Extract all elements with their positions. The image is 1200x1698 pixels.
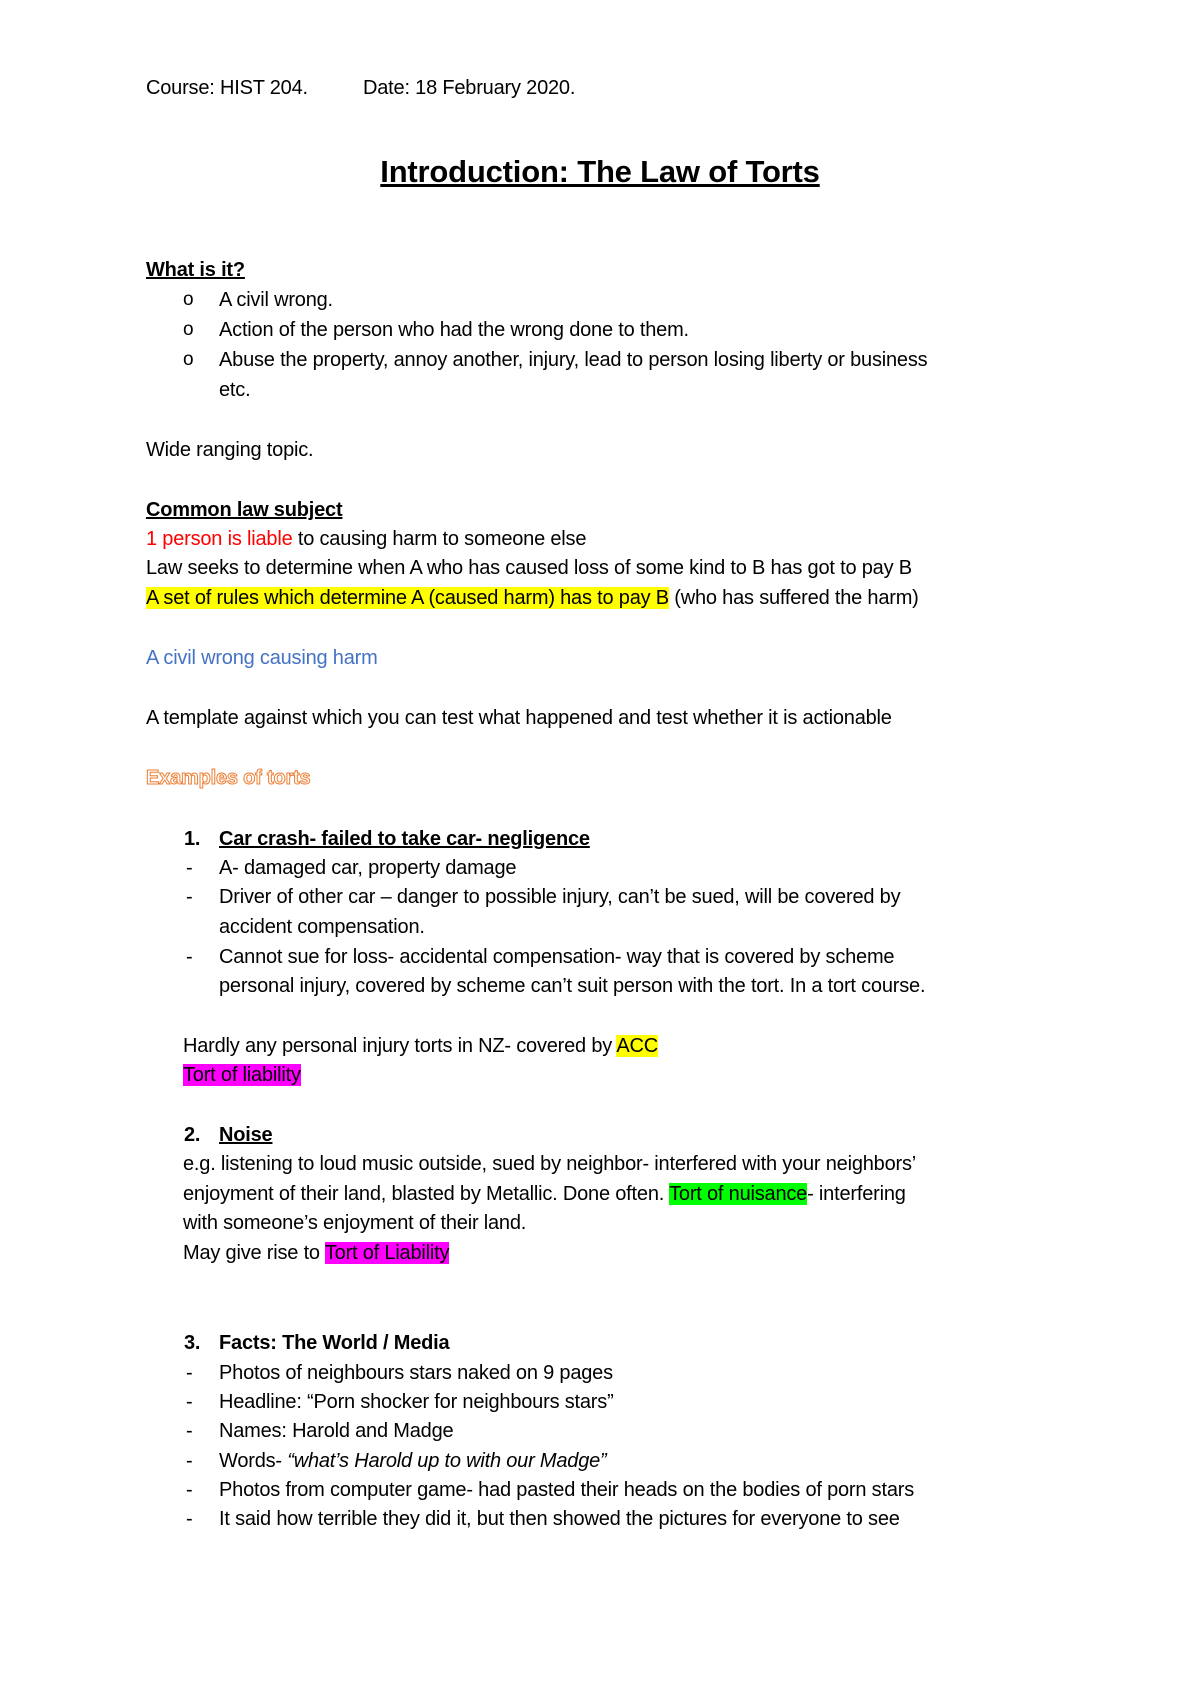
- list-item-continuation: etc.: [219, 379, 251, 401]
- what-is-it-heading: What is it?: [146, 259, 245, 281]
- example-2-line-2: enjoyment of their land, blasted by Metallic. Done often. Tort of nuisance- interfering: [183, 1183, 906, 1205]
- example-3-number: 3.: [184, 1332, 201, 1354]
- dash-bullet-icon: -: [186, 946, 193, 968]
- common-law-line-2: Law seeks to determine when A who has caused loss of some kind to B has got to pay B: [146, 557, 912, 579]
- examples-heading: Examples of torts: [146, 767, 311, 789]
- course-label: Course: HIST 204.: [146, 77, 308, 99]
- dash-bullet-icon: -: [186, 886, 193, 908]
- example-1-heading: Car crash- failed to take car- negligence: [219, 828, 590, 850]
- bullet-o-icon: o: [183, 289, 194, 310]
- example-3-heading: Facts: The World / Media: [219, 1332, 450, 1354]
- list-item-continuation: accident compensation.: [219, 916, 425, 938]
- highlight-magenta: Tort of Liability: [324, 1242, 450, 1264]
- example-2-line-3: with someone’s enjoyment of their land.: [183, 1212, 527, 1234]
- dash-bullet-icon: -: [186, 1508, 193, 1530]
- example-2-heading: Noise: [219, 1124, 273, 1146]
- document-page: Course: HIST 204. Date: 18 February 2020. Introduction: The Law of Torts What is it? o A civil wrong. o Action of the person who had the wrong done to them. o Abuse the property, annoy another, injury, lead to person losing liberty or business etc. Wide ranging topic. Common law subject 1 person is liable to causing harm to someone else Law seeks to determine when A who has caused loss of some kind to B has got to pay B A set of rules which determine A (caused harm) has to pay B (who has suffered the harm) A civil wrong causing harm A template against which you can test what happened and test whether it is actionable Examples of torts 1. Car crash- failed to take car- negligence - A- damaged car, property damage - Driver of other car – danger to possible injury, can’t be sued, will be covered by accident compensation. - Cannot sue for loss- accidental compensation- way that is covered by scheme personal injury, covered by scheme can’t suit person with the tort. In a tort course. Hardly any personal injury torts in NZ- covered by ACC Tort of liability 2. Noise e.g. listening to loud music outside, sued by neighbor- interfered with your neighbors’ enjoyment of their land, blasted by Metallic. Done often. Tort of nuisance- interfering with someone’s enjoyment of their land. May give rise to Tort of Liability 3. Facts: The World / Media - Photos of neighbours stars naked on 9 pages - Headline: “Porn shocker for neighbours stars” - Names: Harold and Madge - Words- “what’s Harold up to with our Madge” - Photos from computer game- had pasted their heads on the bodies of porn stars - It said how terrible they did it, but then showed the pictures for everyone to see: [0, 0, 1200, 1698]
- civil-wrong-text: A civil wrong causing harm: [146, 647, 378, 669]
- example-2-line-4: May give rise to Tort of Liability: [183, 1242, 450, 1264]
- example-2-number: 2.: [184, 1124, 201, 1146]
- highlight-yellow: ACC: [616, 1035, 658, 1057]
- quote-text: “what’s Harold up to with our Madge”: [287, 1450, 607, 1472]
- highlight-magenta: Tort of liability: [183, 1064, 301, 1086]
- example-2-line-1: e.g. listening to loud music outside, sued by neighbor- interfered with your neighbors’: [183, 1153, 917, 1175]
- bullet-o-icon: o: [183, 349, 194, 370]
- dash-bullet-icon: -: [186, 1420, 193, 1442]
- date-label: Date: 18 February 2020.: [363, 77, 576, 99]
- wide-ranging-text: Wide ranging topic.: [146, 439, 314, 461]
- liable-text: 1 person is liable: [146, 528, 293, 550]
- common-law-line-3: A set of rules which determine A (caused harm) has to pay B (who has suffered the harm): [146, 587, 919, 609]
- common-law-heading: Common law subject: [146, 499, 343, 521]
- dash-bullet-icon: -: [186, 857, 193, 879]
- highlight-green: Tort of nuisance: [669, 1183, 808, 1205]
- highlight-yellow: A set of rules which determine A (caused harm) has to pay B: [146, 587, 669, 609]
- dash-bullet-icon: -: [186, 1450, 193, 1472]
- acc-line: Hardly any personal injury torts in NZ- covered by ACC: [183, 1035, 658, 1057]
- tort-of-liability-line: [183, 1062, 301, 1088]
- list-item-continuation: personal injury, covered by scheme can’t suit person with the tort. In a tort course.: [219, 975, 926, 997]
- bullet-o-icon: o: [183, 319, 194, 340]
- template-text: A template against which you can test what happened and test whether it is actionable: [146, 707, 892, 729]
- page-title: Introduction: The Law of Torts: [380, 154, 820, 189]
- dash-bullet-icon: -: [186, 1391, 193, 1413]
- dash-bullet-icon: -: [186, 1362, 193, 1384]
- example-1-number: 1.: [184, 828, 201, 850]
- dash-bullet-icon: -: [186, 1479, 193, 1501]
- common-law-line-1: 1 person is liable to causing harm to someone else: [146, 528, 587, 550]
